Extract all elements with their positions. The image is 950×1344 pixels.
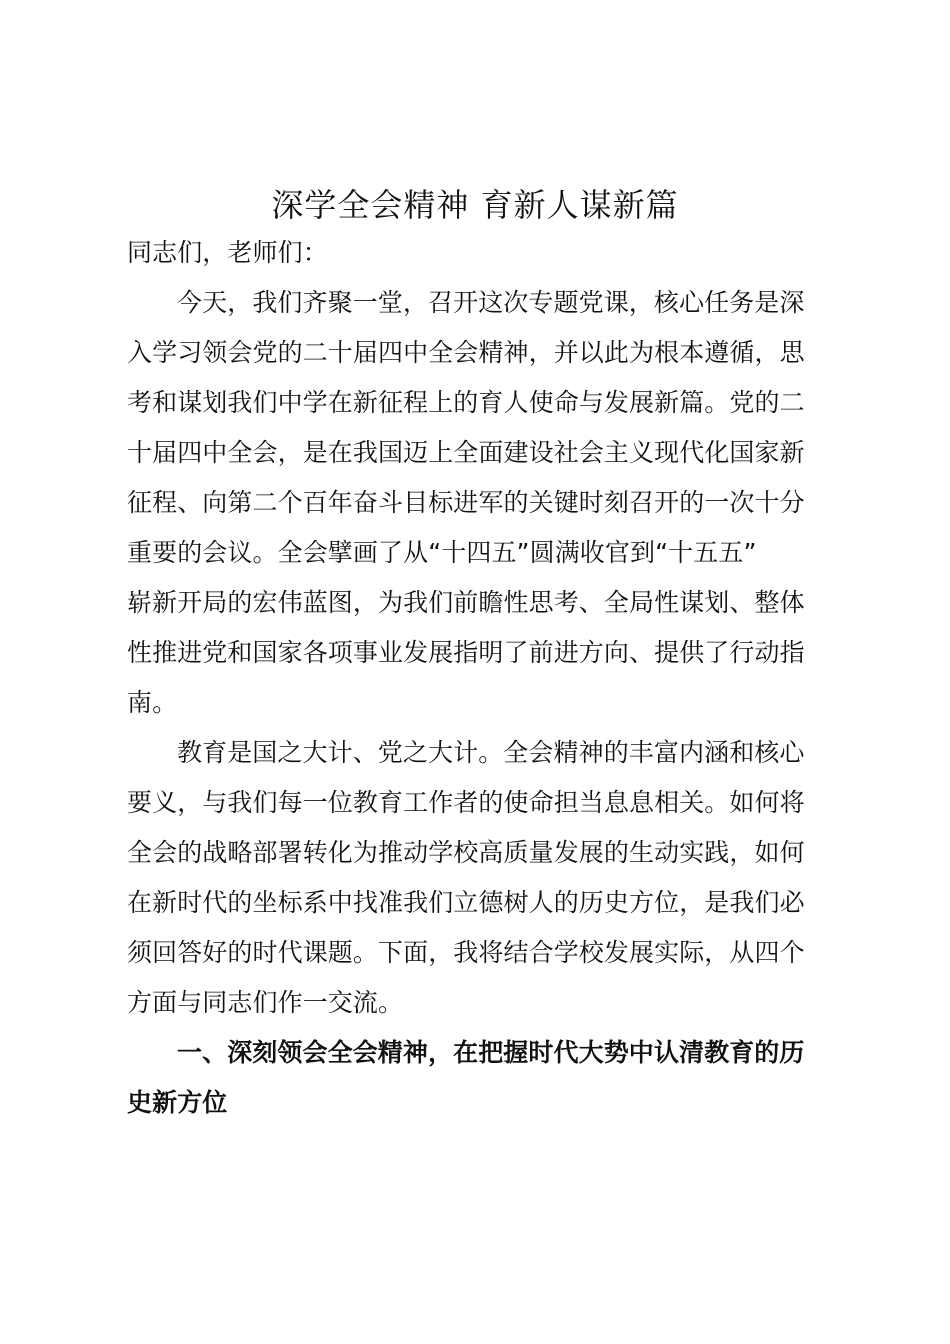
paragraph-line: 性推进党和国家各项事业发展指明了前进方向、提供了行动指: [127, 638, 805, 667]
paragraph-line: 南。: [127, 688, 178, 717]
section-heading-line: 史新方位: [127, 1088, 228, 1117]
paragraph-line: 十届四中全会，是在我国迈上全面建设社会主义现代化国家新: [127, 438, 805, 467]
paragraph-line: 全会的战略部署转化为推动学校高质量发展的生动实践，如何: [127, 838, 805, 867]
document-body: [127, 228, 837, 1128]
paragraph-line: 须回答好的时代课题。下面，我将结合学校发展实际，从四个: [127, 938, 805, 967]
paragraph-2: [127, 728, 837, 1028]
paragraph-1: [127, 278, 837, 728]
paragraph-line: 重要的会议。全会擘画了从“十四五”圆满收官到“十五五”: [127, 538, 757, 567]
section-heading-line: 一、深刻领会全会精神，在把握时代大势中认清教育的历: [177, 1038, 805, 1067]
paragraph-line: 今天，我们齐聚一堂，召开这次专题党课，核心任务是深: [177, 288, 805, 317]
paragraph-line: 要义，与我们每一位教育工作者的使命担当息息相关。如何将: [127, 788, 805, 817]
paragraph-line: 方面与同志们作一交流。: [127, 988, 404, 1017]
paragraph-line: 在新时代的坐标系中找准我们立德树人的历史方位，是我们必: [127, 888, 805, 917]
salutation: 同志们，老师们：: [127, 238, 328, 267]
paragraph-line: 考和谋划我们中学在新征程上的育人使命与发展新篇。党的二: [127, 388, 805, 417]
section-heading: [127, 1028, 837, 1128]
paragraph-line: 崭新开局的宏伟蓝图，为我们前瞻性思考、全局性谋划、整体: [127, 588, 805, 617]
paragraph-line: 入学习领会党的二十届四中全会精神，并以此为根本遵循，思: [127, 338, 805, 367]
paragraph-line: 征程、向第二个百年奋斗目标进军的关键时刻召开的一次十分: [127, 488, 805, 517]
document-title: 深学全会精神 育新人谋新篇: [271, 186, 679, 224]
paragraph-line: 教育是国之大计、党之大计。全会精神的丰富内涵和核心: [177, 738, 805, 767]
